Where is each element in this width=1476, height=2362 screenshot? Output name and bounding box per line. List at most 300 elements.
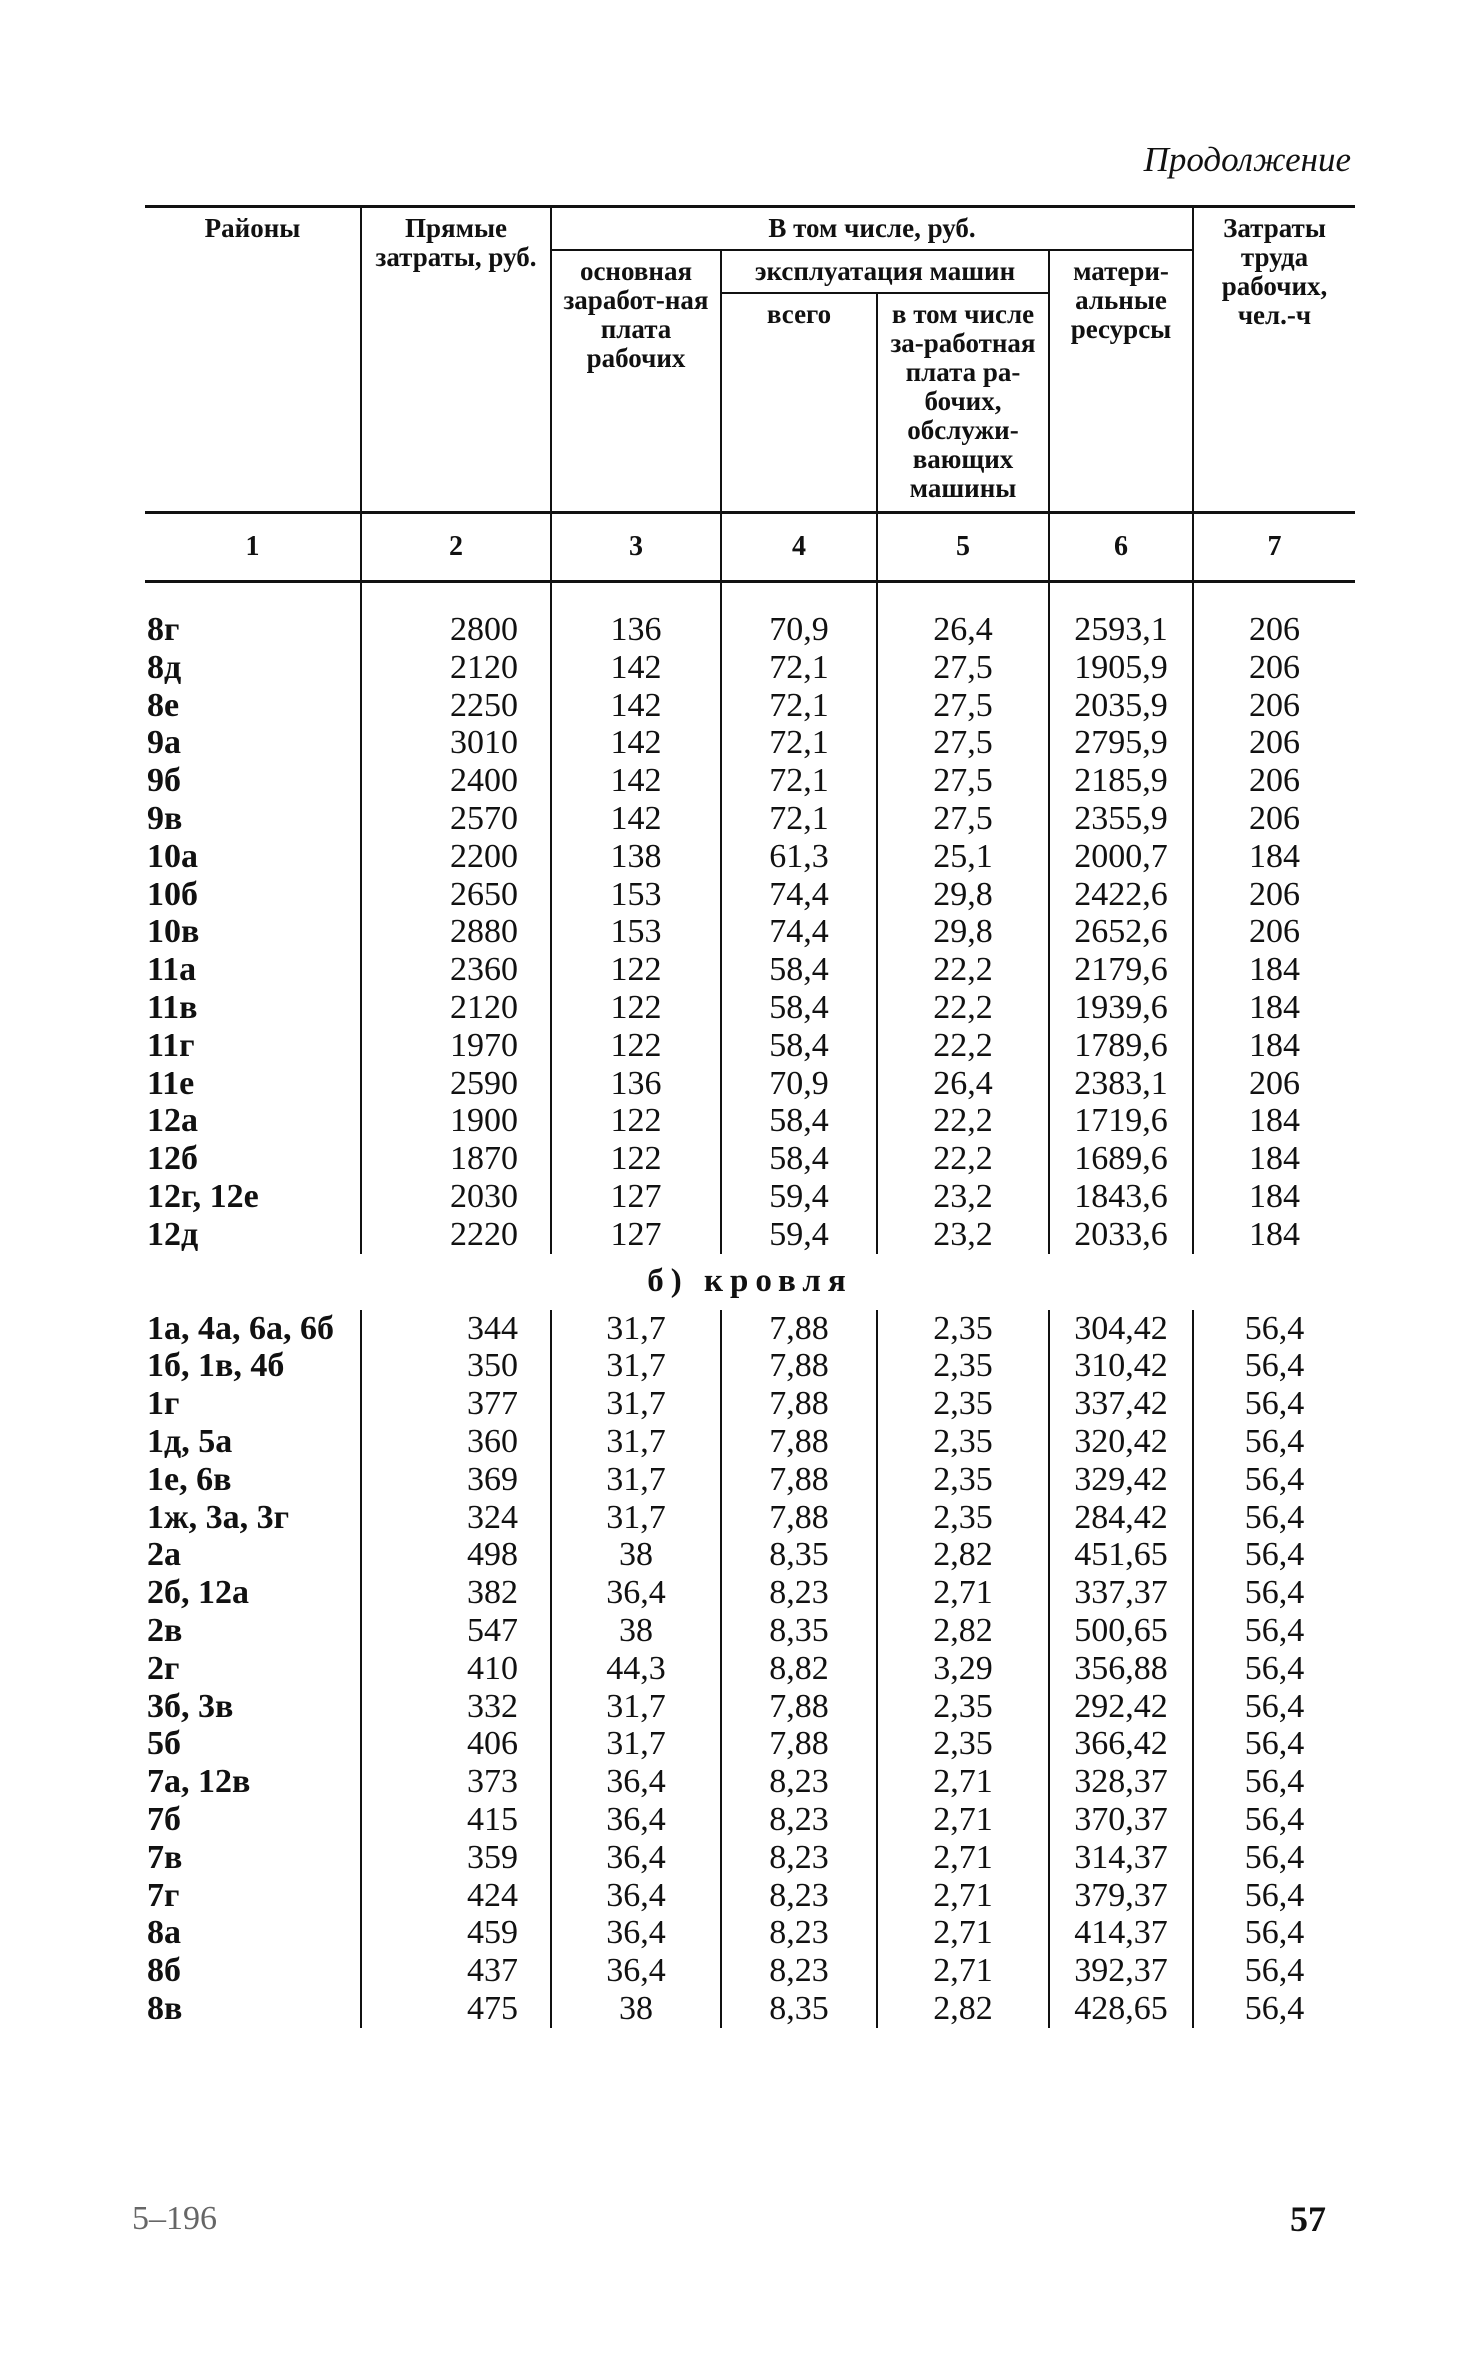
district-name: 7г: [147, 1876, 180, 1914]
materials-cell: 356,88: [1049, 1650, 1193, 1688]
direct-costs-cell: 2400: [361, 762, 551, 800]
materials-cell: 329,42: [1049, 1461, 1193, 1499]
machine-total-cell: 58,4: [721, 951, 877, 989]
base-wage-cell: 31,7: [551, 1347, 721, 1385]
materials-cell: 2652,6: [1049, 913, 1193, 951]
machine-wage-cell: 29,8: [877, 913, 1049, 951]
table-row: [145, 1839, 1355, 1877]
machine-wage-cell: 2,71: [877, 1763, 1049, 1801]
district-name: 1ж, 3а, 3г: [147, 1498, 290, 1536]
column-number: 7: [1193, 513, 1355, 582]
labor-cell: 56,4: [1193, 1612, 1355, 1650]
machine-total-cell: 8,23: [721, 1839, 877, 1877]
header-direct-costs: Прямые затраты, руб.: [361, 207, 551, 513]
direct-costs-cell: 324: [361, 1499, 551, 1537]
labor-cell: 56,4: [1193, 1952, 1355, 1990]
machine-wage-cell: 2,71: [877, 1952, 1049, 1990]
direct-costs-cell: 2250: [361, 687, 551, 725]
direct-costs-cell: 498: [361, 1536, 551, 1574]
district-name: 7в: [147, 1838, 183, 1876]
machine-wage-cell: 25,1: [877, 838, 1049, 876]
labor-cell: 206: [1193, 649, 1355, 687]
page-number: 57: [1290, 2199, 1326, 2239]
table-row: [145, 1178, 1355, 1216]
district-name: 9в: [147, 799, 183, 837]
direct-costs-cell: 2650: [361, 876, 551, 914]
labor-cell: 184: [1193, 1140, 1355, 1178]
base-wage-cell: 122: [551, 989, 721, 1027]
column-number: 2: [361, 513, 551, 582]
base-wage-cell: 142: [551, 687, 721, 725]
base-wage-cell: 36,4: [551, 1801, 721, 1839]
machine-total-cell: 70,9: [721, 582, 877, 649]
materials-cell: 328,37: [1049, 1763, 1193, 1801]
base-wage-cell: 38: [551, 1536, 721, 1574]
machine-total-cell: 8,23: [721, 1877, 877, 1915]
machine-total-cell: 70,9: [721, 1065, 877, 1103]
column-number: 6: [1049, 513, 1193, 582]
machine-wage-cell: 22,2: [877, 989, 1049, 1027]
district-name: 8а: [147, 1914, 181, 1952]
labor-cell: 56,4: [1193, 1877, 1355, 1915]
table-row: [145, 687, 1355, 725]
labor-cell: 56,4: [1193, 1385, 1355, 1423]
direct-costs-cell: 350: [361, 1347, 551, 1385]
base-wage-cell: 44,3: [551, 1650, 721, 1688]
district-name: 8е: [147, 686, 180, 724]
labor-cell: 206: [1193, 762, 1355, 800]
direct-costs-cell: 332: [361, 1688, 551, 1726]
direct-costs-cell: 344: [361, 1310, 551, 1348]
base-wage-cell: 36,4: [551, 1839, 721, 1877]
direct-costs-cell: 2120: [361, 649, 551, 687]
machine-total-cell: 7,88: [721, 1725, 877, 1763]
machine-total-cell: 8,23: [721, 1952, 877, 1990]
signature-mark: 5–196: [132, 2200, 217, 2237]
materials-cell: 392,37: [1049, 1952, 1193, 1990]
materials-cell: 320,42: [1049, 1423, 1193, 1461]
machine-wage-cell: 27,5: [877, 687, 1049, 725]
materials-cell: 2593,1: [1049, 582, 1193, 649]
direct-costs-cell: 369: [361, 1461, 551, 1499]
section-title-roofing: б) кровля: [647, 1263, 853, 1300]
table-row: [145, 1650, 1355, 1688]
base-wage-cell: 127: [551, 1216, 721, 1254]
table-row: [145, 951, 1355, 989]
machine-wage-cell: 2,71: [877, 1914, 1049, 1952]
direct-costs-cell: 475: [361, 1990, 551, 2028]
district-name: 11в: [147, 988, 198, 1026]
labor-cell: 56,4: [1193, 1650, 1355, 1688]
column-number: 5: [877, 513, 1049, 582]
labor-cell: 206: [1193, 913, 1355, 951]
district-name: 12д: [147, 1215, 199, 1253]
base-wage-cell: 38: [551, 1612, 721, 1650]
column-number: 1: [145, 513, 361, 582]
base-wage-cell: 31,7: [551, 1461, 721, 1499]
labor-cell: 206: [1193, 800, 1355, 838]
direct-costs-cell: 2880: [361, 913, 551, 951]
machine-total-cell: 61,3: [721, 838, 877, 876]
materials-cell: 414,37: [1049, 1914, 1193, 1952]
machine-wage-cell: 2,35: [877, 1385, 1049, 1423]
direct-costs-cell: 382: [361, 1574, 551, 1612]
header-base-wage: основная заработ-ная плата рабочих: [551, 250, 721, 513]
materials-cell: 2179,6: [1049, 951, 1193, 989]
base-wage-cell: 122: [551, 1140, 721, 1178]
direct-costs-cell: 2120: [361, 989, 551, 1027]
materials-cell: 370,37: [1049, 1801, 1193, 1839]
direct-costs-cell: 2800: [361, 582, 551, 649]
continuation-label: Продолжение: [1143, 140, 1351, 179]
materials-cell: 2033,6: [1049, 1216, 1193, 1254]
machine-wage-cell: 22,2: [877, 951, 1049, 989]
materials-cell: 2383,1: [1049, 1065, 1193, 1103]
machine-wage-cell: 2,35: [877, 1461, 1049, 1499]
materials-cell: 310,42: [1049, 1347, 1193, 1385]
direct-costs-cell: 1970: [361, 1027, 551, 1065]
machine-wage-cell: 22,2: [877, 1027, 1049, 1065]
header-machine-operation: эксплуатация машин: [721, 250, 1049, 293]
direct-costs-cell: 415: [361, 1801, 551, 1839]
machine-wage-cell: 27,5: [877, 649, 1049, 687]
section-a-rows: [145, 582, 1355, 1254]
table-row: [145, 1801, 1355, 1839]
header-machine-wage: в том числе за-работная плата ра-бочих, обслужи-вающих машины: [877, 293, 1049, 513]
table-row: [145, 1990, 1355, 2028]
district-name: 7б: [147, 1800, 181, 1838]
materials-cell: 2035,9: [1049, 687, 1193, 725]
section-b-rows: [145, 1310, 1355, 2028]
labor-cell: 184: [1193, 1216, 1355, 1254]
base-wage-cell: 153: [551, 913, 721, 951]
column-number: 4: [721, 513, 877, 582]
table-row: [145, 1216, 1355, 1254]
table-row: [145, 838, 1355, 876]
machine-wage-cell: 2,35: [877, 1688, 1049, 1726]
section-b-heading: [145, 1254, 1355, 1310]
machine-wage-cell: 23,2: [877, 1216, 1049, 1254]
header-materials: матери-альные ресурсы: [1049, 250, 1193, 513]
direct-costs-cell: 437: [361, 1952, 551, 1990]
table-row: [145, 800, 1355, 838]
column-number: 3: [551, 513, 721, 582]
labor-cell: 56,4: [1193, 1347, 1355, 1385]
machine-total-cell: 8,23: [721, 1914, 877, 1952]
labor-cell: 56,4: [1193, 1461, 1355, 1499]
column-number-row: [145, 513, 1355, 582]
machine-total-cell: 7,88: [721, 1499, 877, 1537]
table-row: [145, 1877, 1355, 1915]
base-wage-cell: 122: [551, 951, 721, 989]
labor-cell: 206: [1193, 724, 1355, 762]
table-row: [145, 724, 1355, 762]
labor-cell: 56,4: [1193, 1763, 1355, 1801]
district-name: 5б: [147, 1725, 181, 1763]
table-row: [145, 1140, 1355, 1178]
direct-costs-cell: 410: [361, 1650, 551, 1688]
machine-total-cell: 74,4: [721, 876, 877, 914]
base-wage-cell: 36,4: [551, 1763, 721, 1801]
materials-cell: 451,65: [1049, 1536, 1193, 1574]
district-name: 10б: [147, 875, 198, 913]
materials-cell: 1939,6: [1049, 989, 1193, 1027]
district-name: 1а, 4а, 6а, 6б: [147, 1309, 334, 1347]
labor-cell: 56,4: [1193, 1725, 1355, 1763]
materials-cell: 337,42: [1049, 1385, 1193, 1423]
machine-total-cell: 7,88: [721, 1310, 877, 1348]
district-name: 10в: [147, 913, 200, 951]
materials-cell: 1843,6: [1049, 1178, 1193, 1216]
district-name: 2г: [147, 1649, 180, 1687]
direct-costs-cell: 2360: [361, 951, 551, 989]
materials-cell: 1689,6: [1049, 1140, 1193, 1178]
base-wage-cell: 136: [551, 582, 721, 649]
table-row: [145, 1065, 1355, 1103]
direct-costs-cell: 547: [361, 1612, 551, 1650]
materials-cell: 379,37: [1049, 1877, 1193, 1915]
machine-wage-cell: 27,5: [877, 724, 1049, 762]
district-name: 7а, 12в: [147, 1763, 251, 1801]
labor-cell: 56,4: [1193, 1499, 1355, 1537]
machine-wage-cell: 2,71: [877, 1877, 1049, 1915]
machine-total-cell: 74,4: [721, 913, 877, 951]
table-row: [145, 1027, 1355, 1065]
table-row: [145, 1536, 1355, 1574]
district-name: 12б: [147, 1140, 198, 1178]
direct-costs-cell: 1870: [361, 1140, 551, 1178]
table-row: [145, 1763, 1355, 1801]
materials-cell: 337,37: [1049, 1574, 1193, 1612]
machine-wage-cell: 27,5: [877, 762, 1049, 800]
machine-wage-cell: 23,2: [877, 1178, 1049, 1216]
base-wage-cell: 36,4: [551, 1877, 721, 1915]
table-row: [145, 1612, 1355, 1650]
machine-wage-cell: 2,71: [877, 1839, 1049, 1877]
district-name: 2в: [147, 1611, 183, 1649]
machine-total-cell: 8,35: [721, 1536, 877, 1574]
machine-wage-cell: 22,2: [877, 1140, 1049, 1178]
base-wage-cell: 36,4: [551, 1952, 721, 1990]
labor-cell: 56,4: [1193, 1990, 1355, 2028]
header-labor-costs: Затраты труда рабочих, чел.-ч: [1193, 207, 1355, 513]
machine-wage-cell: 26,4: [877, 582, 1049, 649]
header-including-group: В том числе, руб.: [551, 207, 1193, 251]
table-row: [145, 1423, 1355, 1461]
machine-total-cell: 58,4: [721, 1140, 877, 1178]
direct-costs-cell: 2590: [361, 1065, 551, 1103]
machine-total-cell: 72,1: [721, 724, 877, 762]
machine-wage-cell: 2,82: [877, 1536, 1049, 1574]
machine-total-cell: 8,35: [721, 1612, 877, 1650]
table-row: [145, 1725, 1355, 1763]
machine-wage-cell: 29,8: [877, 876, 1049, 914]
materials-cell: 428,65: [1049, 1990, 1193, 2028]
header-districts: Районы: [145, 207, 361, 513]
materials-cell: 284,42: [1049, 1499, 1193, 1537]
district-name: 12г, 12е: [147, 1177, 259, 1215]
table-row: [145, 1461, 1355, 1499]
base-wage-cell: 153: [551, 876, 721, 914]
table-row: [145, 1347, 1355, 1385]
direct-costs-cell: 2030: [361, 1178, 551, 1216]
materials-cell: 314,37: [1049, 1839, 1193, 1877]
table-row: [145, 876, 1355, 914]
machine-wage-cell: 2,71: [877, 1801, 1049, 1839]
machine-wage-cell: 2,35: [877, 1499, 1049, 1537]
labor-cell: 184: [1193, 1027, 1355, 1065]
labor-cell: 184: [1193, 989, 1355, 1027]
machine-total-cell: 7,88: [721, 1423, 877, 1461]
table-row: [145, 989, 1355, 1027]
district-name: 8в: [147, 1989, 183, 2027]
machine-total-cell: 72,1: [721, 687, 877, 725]
base-wage-cell: 31,7: [551, 1725, 721, 1763]
materials-cell: 2000,7: [1049, 838, 1193, 876]
district-name: 1д, 5а: [147, 1422, 233, 1460]
table-row: [145, 649, 1355, 687]
machine-total-cell: 7,88: [721, 1347, 877, 1385]
machine-total-cell: 58,4: [721, 1102, 877, 1140]
table-row: [145, 1688, 1355, 1726]
materials-cell: 1719,6: [1049, 1102, 1193, 1140]
machine-total-cell: 59,4: [721, 1216, 877, 1254]
base-wage-cell: 142: [551, 724, 721, 762]
machine-wage-cell: 27,5: [877, 800, 1049, 838]
district-name: 1б, 1в, 4б: [147, 1347, 285, 1385]
labor-cell: 56,4: [1193, 1536, 1355, 1574]
district-name: 1г: [147, 1385, 180, 1423]
base-wage-cell: 142: [551, 762, 721, 800]
district-name: 10а: [147, 837, 198, 875]
labor-cell: 56,4: [1193, 1839, 1355, 1877]
machine-wage-cell: 2,35: [877, 1423, 1049, 1461]
direct-costs-cell: 406: [361, 1725, 551, 1763]
table-row: [145, 913, 1355, 951]
base-wage-cell: 36,4: [551, 1574, 721, 1612]
district-name: 1е, 6в: [147, 1460, 232, 1498]
base-wage-cell: 142: [551, 800, 721, 838]
base-wage-cell: 122: [551, 1027, 721, 1065]
machine-total-cell: 7,88: [721, 1461, 877, 1499]
materials-cell: 500,65: [1049, 1612, 1193, 1650]
machine-wage-cell: 3,29: [877, 1650, 1049, 1688]
machine-wage-cell: 22,2: [877, 1102, 1049, 1140]
district-name: 8д: [147, 648, 182, 686]
district-name: 8б: [147, 1952, 181, 1990]
labor-cell: 206: [1193, 876, 1355, 914]
district-name: 2б, 12а: [147, 1574, 249, 1612]
labor-cell: 56,4: [1193, 1310, 1355, 1348]
materials-cell: 304,42: [1049, 1310, 1193, 1348]
direct-costs-cell: 377: [361, 1385, 551, 1423]
machine-wage-cell: 2,82: [877, 1612, 1049, 1650]
materials-cell: 1905,9: [1049, 649, 1193, 687]
table-row: [145, 1310, 1355, 1348]
district-name: 11е: [147, 1064, 195, 1102]
materials-cell: 2185,9: [1049, 762, 1193, 800]
labor-cell: 56,4: [1193, 1914, 1355, 1952]
direct-costs-cell: 1900: [361, 1102, 551, 1140]
machine-total-cell: 8,23: [721, 1801, 877, 1839]
base-wage-cell: 31,7: [551, 1423, 721, 1461]
base-wage-cell: 142: [551, 649, 721, 687]
table-row: [145, 1952, 1355, 1990]
district-name: 9б: [147, 762, 181, 800]
machine-wage-cell: 2,35: [877, 1310, 1049, 1348]
machine-total-cell: 72,1: [721, 762, 877, 800]
labor-cell: 184: [1193, 1102, 1355, 1140]
labor-cell: 56,4: [1193, 1688, 1355, 1726]
machine-wage-cell: 2,71: [877, 1574, 1049, 1612]
direct-costs-cell: 2200: [361, 838, 551, 876]
base-wage-cell: 31,7: [551, 1310, 721, 1348]
labor-cell: 56,4: [1193, 1574, 1355, 1612]
labor-cell: 206: [1193, 1065, 1355, 1103]
machine-total-cell: 58,4: [721, 1027, 877, 1065]
direct-costs-cell: 459: [361, 1914, 551, 1952]
materials-cell: 366,42: [1049, 1725, 1193, 1763]
base-wage-cell: 122: [551, 1102, 721, 1140]
base-wage-cell: 31,7: [551, 1688, 721, 1726]
table-row: [145, 762, 1355, 800]
base-wage-cell: 136: [551, 1065, 721, 1103]
direct-costs-cell: 373: [361, 1763, 551, 1801]
machine-total-cell: 8,82: [721, 1650, 877, 1688]
machine-total-cell: 7,88: [721, 1385, 877, 1423]
direct-costs-cell: 424: [361, 1877, 551, 1915]
materials-cell: 1789,6: [1049, 1027, 1193, 1065]
direct-costs-cell: 359: [361, 1839, 551, 1877]
district-name: 12а: [147, 1102, 198, 1140]
table-row: [145, 1574, 1355, 1612]
machine-wage-cell: 2,82: [877, 1990, 1049, 2028]
machine-total-cell: 72,1: [721, 649, 877, 687]
base-wage-cell: 127: [551, 1178, 721, 1216]
machine-wage-cell: 2,35: [877, 1725, 1049, 1763]
labor-cell: 184: [1193, 1178, 1355, 1216]
materials-cell: 2795,9: [1049, 724, 1193, 762]
district-name: 11г: [147, 1026, 195, 1064]
direct-costs-cell: 2570: [361, 800, 551, 838]
machine-wage-cell: 26,4: [877, 1065, 1049, 1103]
machine-total-cell: 8,23: [721, 1763, 877, 1801]
direct-costs-cell: 360: [361, 1423, 551, 1461]
machine-total-cell: 58,4: [721, 989, 877, 1027]
machine-wage-cell: 2,35: [877, 1347, 1049, 1385]
district-name: 2а: [147, 1536, 181, 1574]
table-row: [145, 1102, 1355, 1140]
labor-cell: 184: [1193, 838, 1355, 876]
district-name: 9а: [147, 724, 181, 762]
base-wage-cell: 31,7: [551, 1499, 721, 1537]
table-row: [145, 582, 1355, 649]
base-wage-cell: 31,7: [551, 1385, 721, 1423]
table-row: [145, 1499, 1355, 1537]
table-row: [145, 1385, 1355, 1423]
materials-cell: 2422,6: [1049, 876, 1193, 914]
direct-costs-cell: 3010: [361, 724, 551, 762]
labor-cell: 56,4: [1193, 1801, 1355, 1839]
district-name: 3б, 3в: [147, 1687, 234, 1725]
direct-costs-cell: 2220: [361, 1216, 551, 1254]
materials-cell: 292,42: [1049, 1688, 1193, 1726]
labor-cell: 56,4: [1193, 1423, 1355, 1461]
machine-total-cell: 72,1: [721, 800, 877, 838]
cost-table: [145, 205, 1355, 2028]
labor-cell: 206: [1193, 687, 1355, 725]
header-machine-total: всего: [721, 293, 877, 513]
